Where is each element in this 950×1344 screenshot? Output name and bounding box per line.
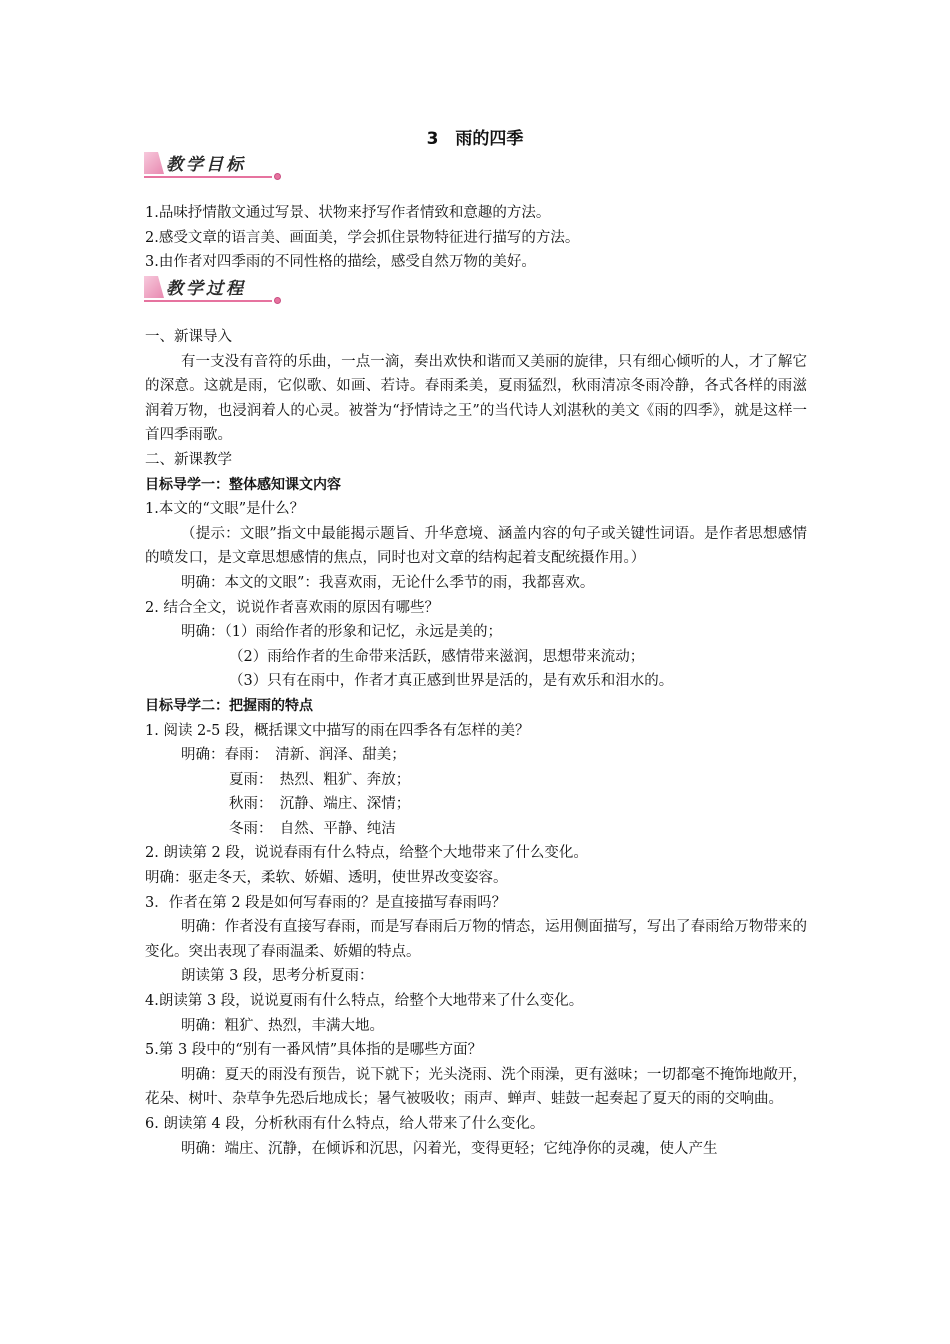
answer-3-winter: 冬雨： 自然、平静、纯洁	[229, 820, 396, 837]
answer-7: 明确：夏天的雨没有预告，说下就下；光头浇雨、洗个雨澡，更有滋味；一切都毫不掩饰地敞开，花朵、树叶、杂草争先恐后地成长；暑气被吸收；雨声、蝉声、蛙鼓一起奏起了夏天的雨的交响曲。	[145, 1066, 807, 1108]
answer-6: 明确：粗犷、热烈，丰满大地。	[181, 1017, 384, 1034]
goal-item: 3.由作者对四季雨的不同性格的描绘，感受自然万物的美好。	[145, 254, 536, 271]
badge-underline	[144, 176, 272, 178]
intro-paragraph: 有一支没有音符的乐曲，一点一滴，奏出欢快和谐而又美丽的旋律，只有细心倾听的人，才了解它的深意。这就是雨，它似歌、如画、若诗。春雨柔美，夏雨猛烈，秋雨清凉冬雨冷静，各式各样的雨滋润着万物，也浸润着人的心灵。被誉为“抒情诗之王”的当代诗人刘湛秋的美文《雨的四季》，就是这样一首四季雨歌。	[145, 353, 807, 444]
badge-tab-decoration	[144, 276, 164, 298]
answer-5: 明确：作者没有直接写春雨，而是写春雨后万物的情态，运用侧面描写，写出了春雨给万物带来的变化。突出表现了春雨温柔、娇媚的特点。	[145, 919, 807, 960]
badge-dot-icon	[274, 297, 281, 304]
question-1: 1.本文的“文眼”是什么？	[145, 501, 305, 518]
question-4: 2. 朗读第 2 段，说说春雨有什么特点，给整个大地带来了什么变化。	[145, 845, 588, 862]
section-heading: 二、新课教学	[145, 451, 232, 468]
goal-item: 2.感受文章的语言美、画面美，学会抓住景物特征进行描写的方法。	[145, 229, 580, 246]
question-7: 5.第 3 段中的“别有一番风情”具体指的是哪些方面？	[145, 1042, 483, 1059]
badge-label: 教学过程	[166, 279, 246, 299]
question-2: 2. 结合全文，说说作者喜欢雨的原因有哪些？	[145, 599, 439, 616]
page-title: 3 雨的四季	[426, 129, 524, 149]
question-5: 3．作者在第 2 段是如何写春雨的？是直接描写春雨吗？	[145, 894, 507, 911]
badge-label: 教学目标	[166, 155, 246, 175]
answer-2-line-1: 明确：（1）雨给作者的形象和记忆，永远是美的；	[181, 624, 502, 641]
question-8: 6. 朗读第 4 段，分析秋雨有什么特点，给人带来了什么变化。	[145, 1116, 545, 1132]
answer-1: 明确：本文的文眼”：我喜欢雨，无论什么季节的雨，我都喜欢。	[181, 574, 595, 591]
answer-3-summer: 夏雨： 热烈、粗犷、奔放；	[229, 771, 411, 788]
question-6: 4.朗读第 3 段，说说夏雨有什么特点，给整个大地带来了什么变化。	[145, 993, 584, 1010]
answer-4: 明确：驱走冬天，柔软、娇媚、透明，使世界改变姿容。	[145, 870, 508, 887]
badge-tab-decoration	[144, 152, 164, 174]
answer-2-line-2: （2）雨给作者的生命带来活跃，感情带来滋润，思想带来流动；	[229, 648, 645, 665]
section-heading: 一、新课导入	[145, 329, 232, 345]
answer-8: 明确：端庄、沉静，在倾诉和沉思，闪着光，变得更轻；它纯净你的灵魂，使人产生	[181, 1140, 718, 1157]
reading-note-3: 朗读第 3 段，思考分析夏雨：	[181, 968, 374, 985]
badge-dot-icon	[274, 173, 281, 180]
process-body	[145, 325, 807, 1161]
hint-1: （提示：文眼”指文中最能揭示题旨、升华意境、涵盖内容的句子或关键性词语。是作者思想感情的喷发口，是文章思想感情的焦点，同时也对文章的结构起着支配统摄作用。）	[145, 525, 807, 567]
answer-3-autumn: 秋雨： 沉静、端庄、深情；	[229, 796, 411, 813]
target-heading-1: 目标导学一：整体感知课文内容	[145, 476, 341, 493]
section-badge-goals	[140, 148, 280, 182]
answer-2-line-3: （3）只有在雨中，作者才真正感到世界是活的，是有欢乐和泪水的。	[229, 673, 674, 690]
answer-3-spring: 明确：春雨： 清新、润泽、甜美；	[181, 747, 406, 764]
goal-item: 1.品味抒情散文通过写景、状物来抒写作者情致和意趣的方法。	[145, 205, 551, 221]
section-badge-process	[140, 272, 280, 306]
goals-list	[145, 201, 807, 275]
badge-underline	[144, 300, 272, 302]
target-heading-2: 目标导学二：把握雨的特点	[145, 697, 313, 714]
question-3: 1. 阅读 2-5 段，概括课文中描写的雨在四季各有怎样的美？	[145, 722, 530, 739]
